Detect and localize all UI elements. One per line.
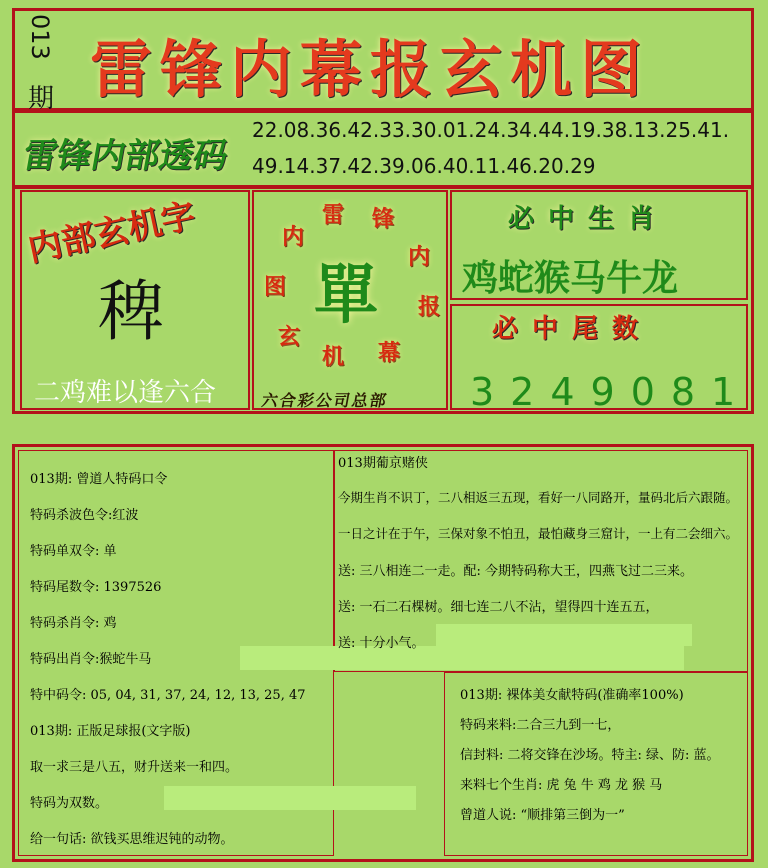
page-title: 雷锋内幕报玄机图: [90, 33, 651, 106]
ring-char: 锋: [372, 206, 395, 232]
zodiac-values: 鸡蛇猴马牛龙: [462, 257, 679, 299]
info-row: 特码杀肖令: 鸡: [30, 616, 117, 631]
info-row: 给一句话: 欲钱买思维迟钝的动物。: [30, 832, 234, 847]
ring-char: 幕: [378, 340, 401, 366]
center-big-char: 單: [314, 258, 378, 333]
info-row: 013期: 正版足球报(文字版): [30, 724, 191, 739]
ring-char: 报: [418, 294, 441, 320]
info-title: 013期葡京赌侠: [338, 456, 428, 471]
ring-char: 玄: [278, 324, 301, 350]
mystery-label: 内部玄机字: [24, 195, 200, 271]
mystery-char: 稗: [98, 273, 164, 350]
issue-suffix: 期: [28, 84, 55, 114]
ring-char: 雷: [322, 202, 345, 228]
info-row: 特码单双令: 单: [30, 544, 117, 559]
info-row: 013期: 裸体美女献特码(准确率100%): [460, 688, 684, 703]
info-row: 送: 十分小气。: [338, 636, 425, 651]
info-row: 来料七个生肖: 虎 兔 牛 鸡 龙 猴 马: [460, 778, 663, 793]
info-row: 曾道人说: “顺排第三倒为一”: [460, 808, 625, 823]
info-row: 特码来料:二合三九到一七，: [460, 718, 621, 733]
ring-char: 内: [282, 224, 305, 250]
highlight-band: [436, 624, 692, 646]
zodiac-label: 必中生肖: [508, 204, 669, 234]
info-row: 特码尾数令: 1397526: [30, 580, 162, 595]
insider-code-line2: 49.14.37.42.39.06.40.11.46.20.29: [252, 154, 596, 178]
info-row: 特码出肖令:猴蛇牛马: [30, 652, 152, 667]
info-row: 送: 一石二石棵树。细七连二八不沾，望得四十连五五，: [338, 600, 659, 615]
issue-number-digits: 013: [26, 14, 54, 60]
insider-code-label: 雷锋内部透码: [19, 136, 231, 176]
tail-values: 3249081: [470, 370, 752, 414]
info-row: 特码为双数。: [30, 796, 109, 811]
ring-char: 机: [322, 344, 345, 370]
issue-number: [28, 14, 52, 60]
info-row: 特码杀波色令:红波: [30, 508, 139, 523]
ring-char: 内: [408, 244, 431, 270]
info-row: 今期生肖不识丁，二八相返三五现，看好一八同路开，量码北后六跟随。: [338, 490, 739, 505]
company-label: 六合彩公司总部: [260, 391, 390, 410]
info-row: 一日之计在于午，三保对象不怕丑，最怕藏身三窟计，一上有二会细六。: [338, 526, 739, 541]
highlight-band: [240, 646, 684, 670]
ring-char: 图: [264, 274, 287, 300]
highlight-band: [164, 786, 416, 810]
info-row: 013期: 曾道人特码口令: [30, 472, 168, 487]
insider-code-line1: 22.08.36.42.33.30.01.24.34.44.19.38.13.25.41.: [252, 118, 730, 142]
info-row: 特中码令: 05, 04, 31, 37, 24, 12, 13, 25, 47: [30, 688, 306, 703]
mystery-phrase: 二鸡难以逢六合: [34, 378, 217, 408]
info-row: 信封料: 二将交锋在沙场。特主: 绿、防: 蓝。: [460, 748, 720, 763]
info-row: 送: 三八相连二一走。配: 今期特码称大王，四燕飞过二三来。: [338, 564, 694, 579]
tail-label: 必中尾数: [492, 314, 653, 344]
info-row: 取一求三是八五，财升送来一和四。: [30, 760, 239, 775]
